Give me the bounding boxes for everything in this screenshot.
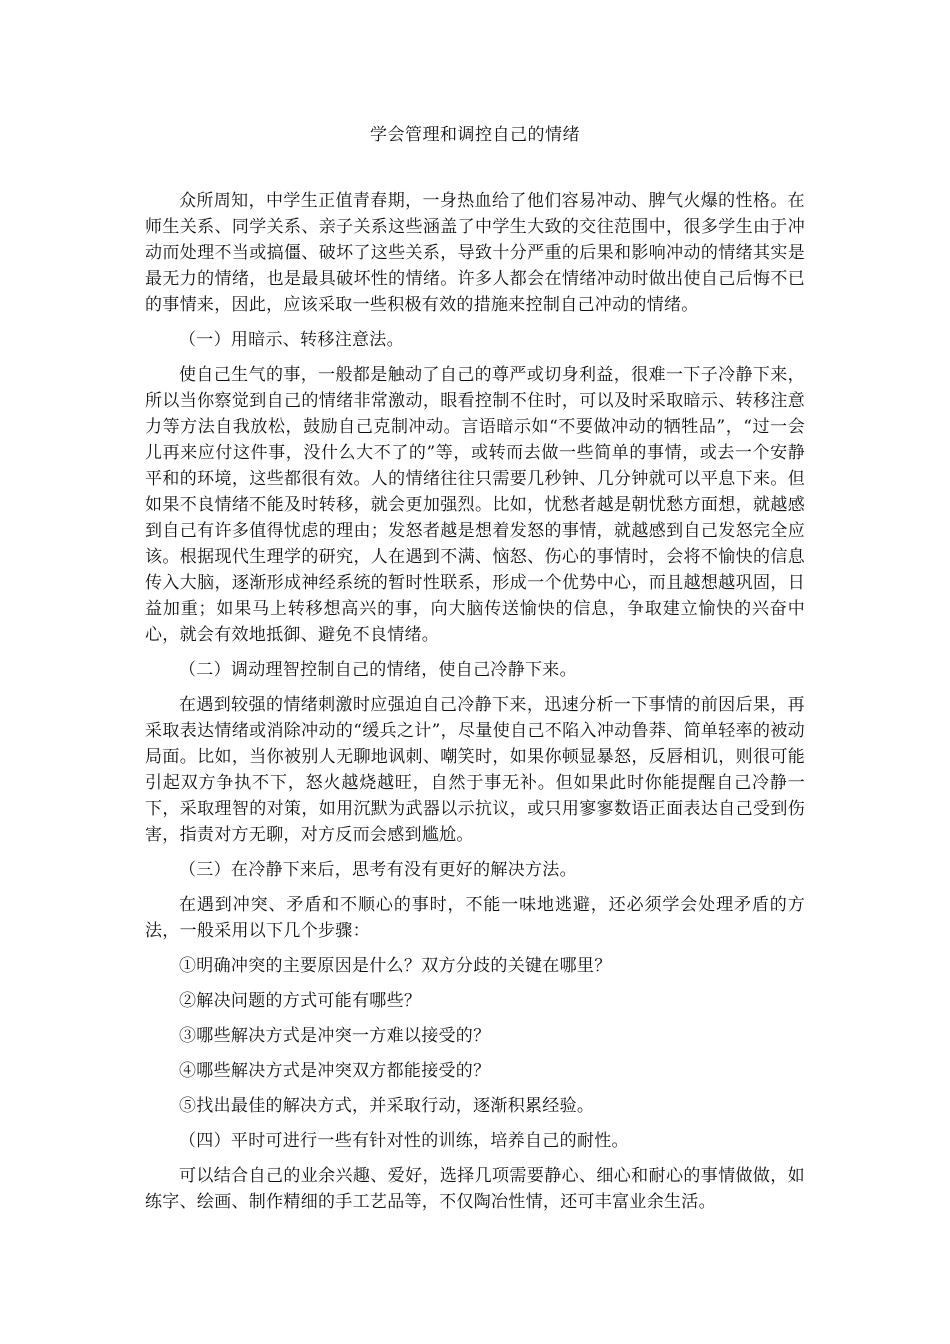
document-title: 学会管理和调控自己的情绪 — [370, 125, 580, 145]
step-2: ②解决问题的方式可能有哪些？ — [179, 991, 422, 1011]
step-4: ④哪些解决方式是冲突双方都能接受的？ — [179, 1061, 491, 1081]
section-2-body: 在遇到较强的情绪刺激时应强迫自己冷静下来，迅速分析一下事情的前因后果，再采取表达情绪或消除冲动的“缓兵之计”，尽量使自己不陷入冲动鲁莽、简单轻率的被动局面。比如，当你被别人无聊地讽刺、嘲笑时，如果你顿显暴怒，反唇相讥，则很可能引起双方争执不下，怒火越烧越旺，自然于事无补。但如果此时你能提醒自己冷静一下，采取理智的对策，如用沉默为武器以示抗议，或只用寥寥数语正面表达自己受到伤害，指责对方无聊，对方反而会感到尴尬。 — [145, 695, 805, 845]
section-3-heading: （三）在冷静下来后，思考有没有更好的解决方法。 — [179, 860, 577, 880]
section-3-body: 在遇到冲突、矛盾和不顺心的事时，不能一味地逃避，还必须学会处理矛盾的方法，一般采用以下几个步骤： — [145, 895, 805, 941]
step-1: ①明确冲突的主要原因是什么？双方分歧的关键在哪里？ — [179, 956, 612, 976]
section-1-body: 使自己生气的事，一般都是触动了自己的尊严或切身利益，很难一下子冷静下来，所以当你察觉到自己的情绪非常激动，眼看控制不住时，可以及时采取暗示、转移注意力等方法自我放松，鼓励自己克制冲动。言语暗示如“不要做冲动的牺牲品”，“过一会儿再来应付这件事，没什么大不了的”等，或转而去做一些简单的事情，或去一个安静平和的环境，这些都很有效。人的情绪往往只需要几秒钟、几分钟就可以平息下来。但如果不良情绪不能及时转移，就会更加强烈。比如，忧愁者越是朝忧愁方面想，就越感到自己有许多值得忧虑的理由；发怒者越是想着发怒的事情，就越感到自己发怒完全应该。根据现代生理学的研究，人在遇到不满、恼怒、伤心的事情时，会将不愉快的信息传入大脑，逐渐形成神经系统的暂时性联系，形成一个优势中心，而且越想越巩固，日益加重；如果马上转移想高兴的事，向大脑传送愉快的信息，争取建立愉快的兴奋中心，就会有效地抵御、避免不良情绪。 — [145, 365, 805, 645]
section-1-heading: （一）用暗示、转移注意法。 — [179, 330, 404, 350]
intro-paragraph: 众所周知，中学生正值青春期，一身热血给了他们容易冲动、脾气火爆的性格。在师生关系、同学关系、亲子关系这些涵盖了中学生大致的交往范围中，很多学生由于冲动而处理不当或搞僵、破坏了这些关系，导致十分严重的后果和影响冲动的情绪其实是最无力的情绪，也是最具破坏性的情绪。许多人都会在情绪冲动时做出使自己后悔不已的事情来，因此，应该采取一些积极有效的措施来控制自己冲动的情绪。 — [145, 191, 805, 315]
step-5: ⑤找出最佳的解决方式，并采取行动，逐渐积累经验。 — [179, 1096, 595, 1116]
section-4-body: 可以结合自己的业余兴趣、爱好，选择几项需要静心、细心和耐心的事情做做，如练字、绘画、制作精细的手工艺品等，不仅陶冶性情，还可丰富业余生活。 — [145, 1166, 805, 1212]
step-3: ③哪些解决方式是冲突一方难以接受的？ — [179, 1026, 491, 1046]
section-4-heading: （四）平时可进行一些有针对性的训练，培养自己的耐性。 — [179, 1131, 629, 1151]
section-2-heading: （二）调动理智控制自己的情绪，使自己冷静下来。 — [179, 660, 577, 680]
document-page — [145, 122, 805, 1224]
